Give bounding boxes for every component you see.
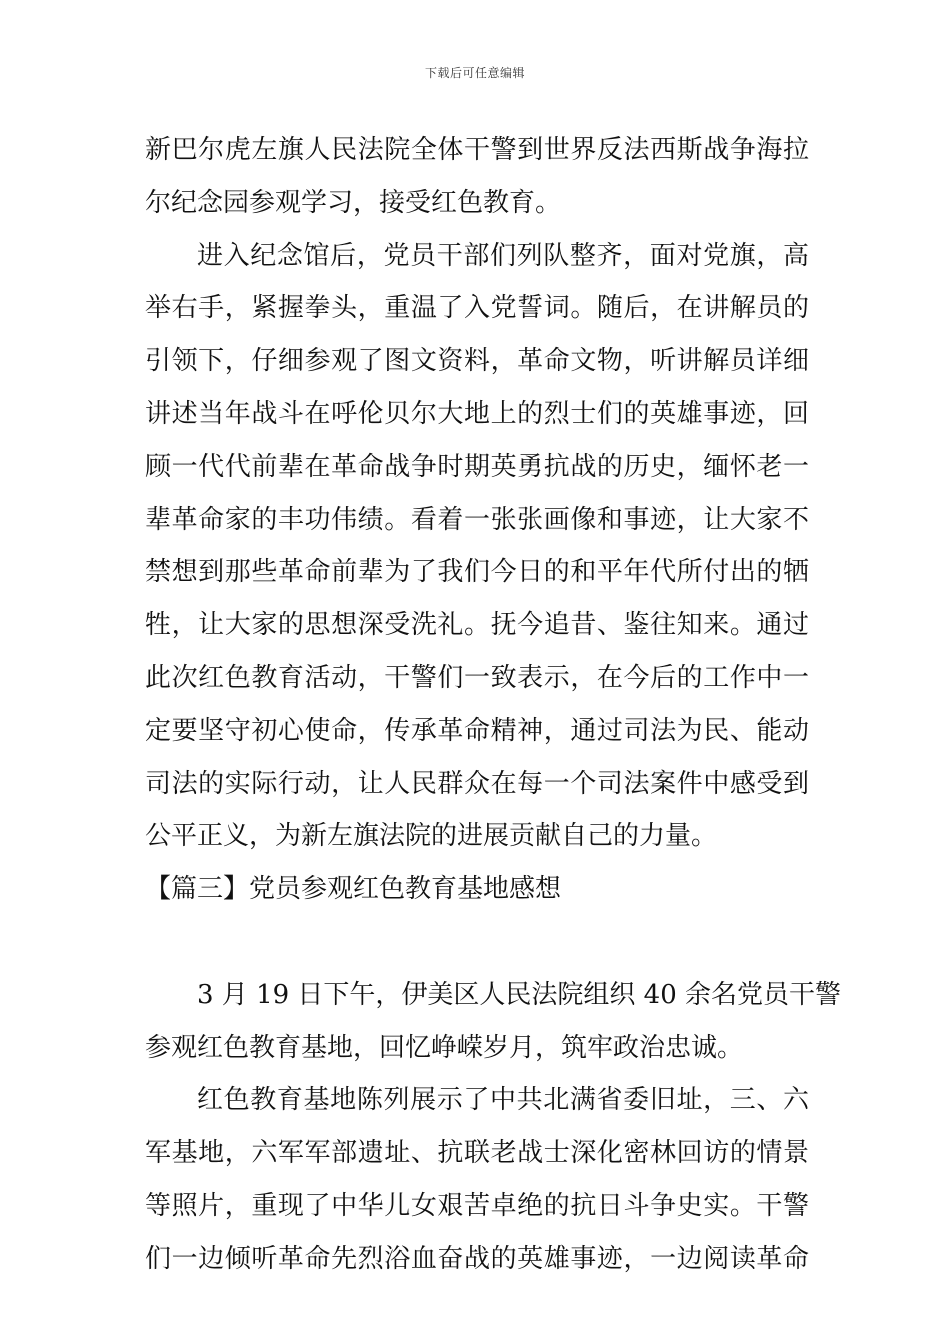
blank-line — [145, 916, 809, 969]
text-line: 们一边倾听革命先烈浴血奋战的英雄事迹，一边阅读革命 — [145, 1243, 809, 1274]
page-header: 下载后可任意编辑 — [424, 66, 525, 80]
text-line: 顾一代代前辈在革命战争时期英勇抗战的历史，缅怀老一 — [145, 451, 809, 482]
section-heading: 【篇三】党员参观红色教育基地感想 — [145, 874, 562, 905]
paragraph-first-line: 进入纪念馆后，党员干部们列队整齐，面对党旗，高 — [197, 240, 809, 271]
text-line: 引领下，仔细参观了图文资料，革命文物，听讲解员详细 — [145, 346, 809, 377]
text-line: 军基地，六军军部遗址、抗联老战士深化密林回访的情景 — [145, 1138, 809, 1169]
text-line: 等照片，重现了中华儿女艰苦卓绝的抗日斗争史实。干警 — [145, 1190, 809, 1221]
text-line: 公平正义，为新左旗法院的进展贡献自己的力量。 — [145, 821, 718, 852]
text-line: 尔纪念园参观学习，接受红色教育。 — [145, 187, 562, 218]
text-line: 辈革命家的丰功伟绩。看着一张张画像和事迹，让大家不 — [145, 504, 809, 535]
paragraph-first-line: 红色教育基地陈列展示了中共北满省委旧址，三、六 — [197, 1085, 809, 1116]
text-line: 牲，让大家的思想深受洗礼。抚今追昔、鉴往知来。通过 — [145, 610, 809, 641]
text-line: 司法的实际行动，让人民群众在每一个司法案件中感受到 — [145, 768, 809, 799]
text-line: 此次红色教育活动，干警们一致表示，在今后的工作中一 — [145, 662, 809, 693]
text-line: 讲述当年战斗在呼伦贝尔大地上的烈士们的英雄事迹，回 — [145, 398, 809, 429]
text-line: 举右手，紧握拳头，重温了入党誓词。随后，在讲解员的 — [145, 293, 809, 324]
text-line: 定要坚守初心使命，传承革命精神，通过司法为民、能动 — [145, 715, 809, 746]
text-line: 参观红色教育基地，回忆峥嵘岁月，筑牢政治忠诚。 — [145, 1032, 744, 1063]
text-line: 禁想到那些革命前辈为了我们今日的和平年代所付出的牺 — [145, 557, 809, 588]
text-line: 新巴尔虎左旗人民法院全体干警到世界反法西斯战争海拉 — [145, 135, 809, 165]
document-body — [145, 124, 842, 1286]
paragraph-first-line: 3 月 19 日下午，伊美区人民法院组织 40 余名党员干警 — [197, 979, 842, 1010]
